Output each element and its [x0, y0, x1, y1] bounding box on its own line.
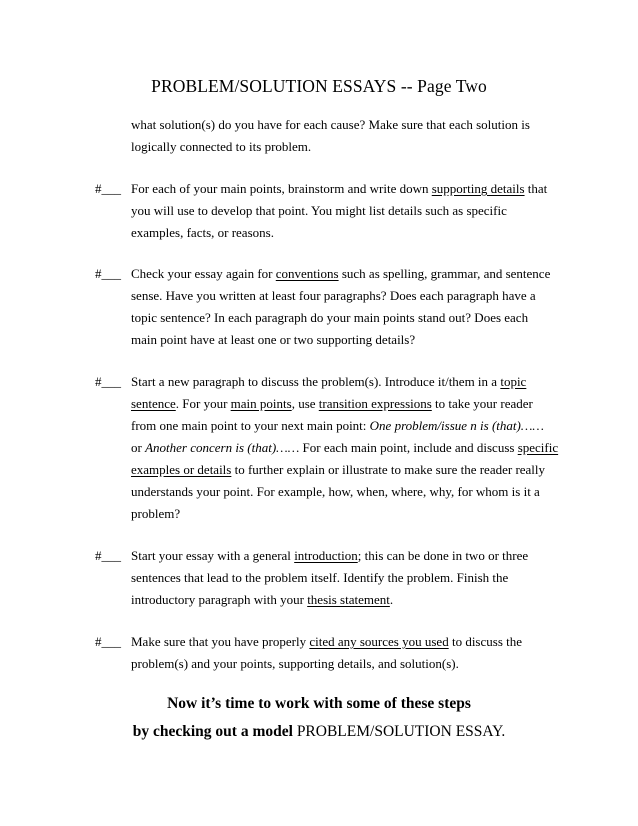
underlined-term: sentence	[131, 396, 176, 411]
item3-line-1	[131, 374, 526, 390]
text: introductory paragraph with your	[131, 592, 308, 607]
italic-example: Another concern is (that)……	[145, 440, 300, 455]
item2-line-1	[131, 266, 550, 282]
page-title: PROBLEM/SOLUTION ESSAYS -- Page Two	[151, 76, 487, 96]
text: , use	[291, 396, 319, 411]
item2-line-3: topic sentence? In each paragraph do your main points stand out? Does each	[131, 310, 529, 325]
underlined-term: main points	[230, 396, 292, 411]
text: Start a new paragraph to discuss the problem(s). Introduce it/them in a	[131, 374, 501, 389]
closing-line-1: Now it’s time to work with some of these steps	[167, 695, 471, 712]
text: For each of your main points, brainstorm and write down	[131, 181, 432, 196]
underlined-term: topic	[500, 374, 527, 389]
item3-line-6: understands your point. For example, how, when, where, why, for whom is it a	[131, 484, 540, 499]
item5-line-2: problem(s) and your points, supporting details, and solution(s).	[131, 656, 459, 671]
underlined-term: introduction	[294, 548, 358, 563]
italic-example: One problem/issue n is (that)……	[369, 418, 544, 433]
text: . For your	[175, 396, 231, 411]
text: from one main point to your next main point:	[131, 418, 370, 433]
item1-line-3: examples, facts, or reasons.	[131, 225, 274, 240]
closing-line-2	[0, 722, 638, 742]
checkbox-marker-3: #___	[95, 374, 121, 389]
underlined-term: thesis statement	[307, 592, 390, 607]
underlined-term: specific	[517, 440, 559, 455]
text: Start your essay with a general	[131, 548, 295, 563]
text: .	[389, 592, 394, 607]
text: Check your essay again for	[131, 266, 276, 281]
text: ; this can be done in two or three	[357, 548, 529, 563]
intro-line-2: logically connected to its problem.	[131, 139, 312, 154]
item3-line-3	[131, 418, 544, 434]
underlined-term: supporting details	[431, 181, 525, 196]
text: such as spelling, grammar, and sentence	[338, 266, 551, 281]
item3-line-7: problem?	[131, 506, 181, 521]
item1-line-1	[131, 181, 547, 197]
item3-line-5	[131, 462, 545, 478]
text: that	[524, 181, 548, 196]
underlined-term: transition expressions	[318, 396, 432, 411]
item4-line-1	[131, 548, 528, 564]
checkbox-marker-5: #___	[95, 634, 121, 649]
text: or	[131, 440, 146, 455]
text: to take your reader	[431, 396, 533, 411]
text: to further explain or illustrate to make sure the reader really	[231, 462, 546, 477]
underlined-term: conventions	[275, 266, 339, 281]
intro-line-1: what solution(s) do you have for each cause? Make sure that each solution is	[131, 117, 530, 132]
item1-line-2: you will use to develop that point. You might list details such as specific	[131, 203, 507, 218]
item4-line-2: sentences that lead to the problem itself. Identify the problem. Finish the	[131, 570, 509, 585]
underlined-term: cited any sources you used	[309, 634, 449, 649]
item4-line-3	[131, 592, 393, 608]
checkbox-marker-4: #___	[95, 548, 121, 563]
item3-line-2	[131, 396, 533, 412]
item2-line-4: main point have at least one or two supporting details?	[131, 332, 416, 347]
checkbox-marker-2: #___	[95, 266, 121, 281]
item3-line-4	[131, 440, 558, 456]
text: For each main point, include and discuss	[299, 440, 518, 455]
checkbox-marker-1: #___	[95, 181, 121, 196]
text: Make sure that you have properly	[131, 634, 310, 649]
closing-bold-text: by checking out a model	[132, 723, 293, 740]
closing-essay-title: PROBLEM/SOLUTION ESSAY.	[292, 723, 506, 740]
item2-line-2: sense. Have you written at least four paragraphs? Does each paragraph have a	[131, 288, 536, 303]
underlined-term: examples or details	[131, 462, 232, 477]
item5-line-1	[131, 634, 522, 650]
text: to discuss the	[448, 634, 523, 649]
